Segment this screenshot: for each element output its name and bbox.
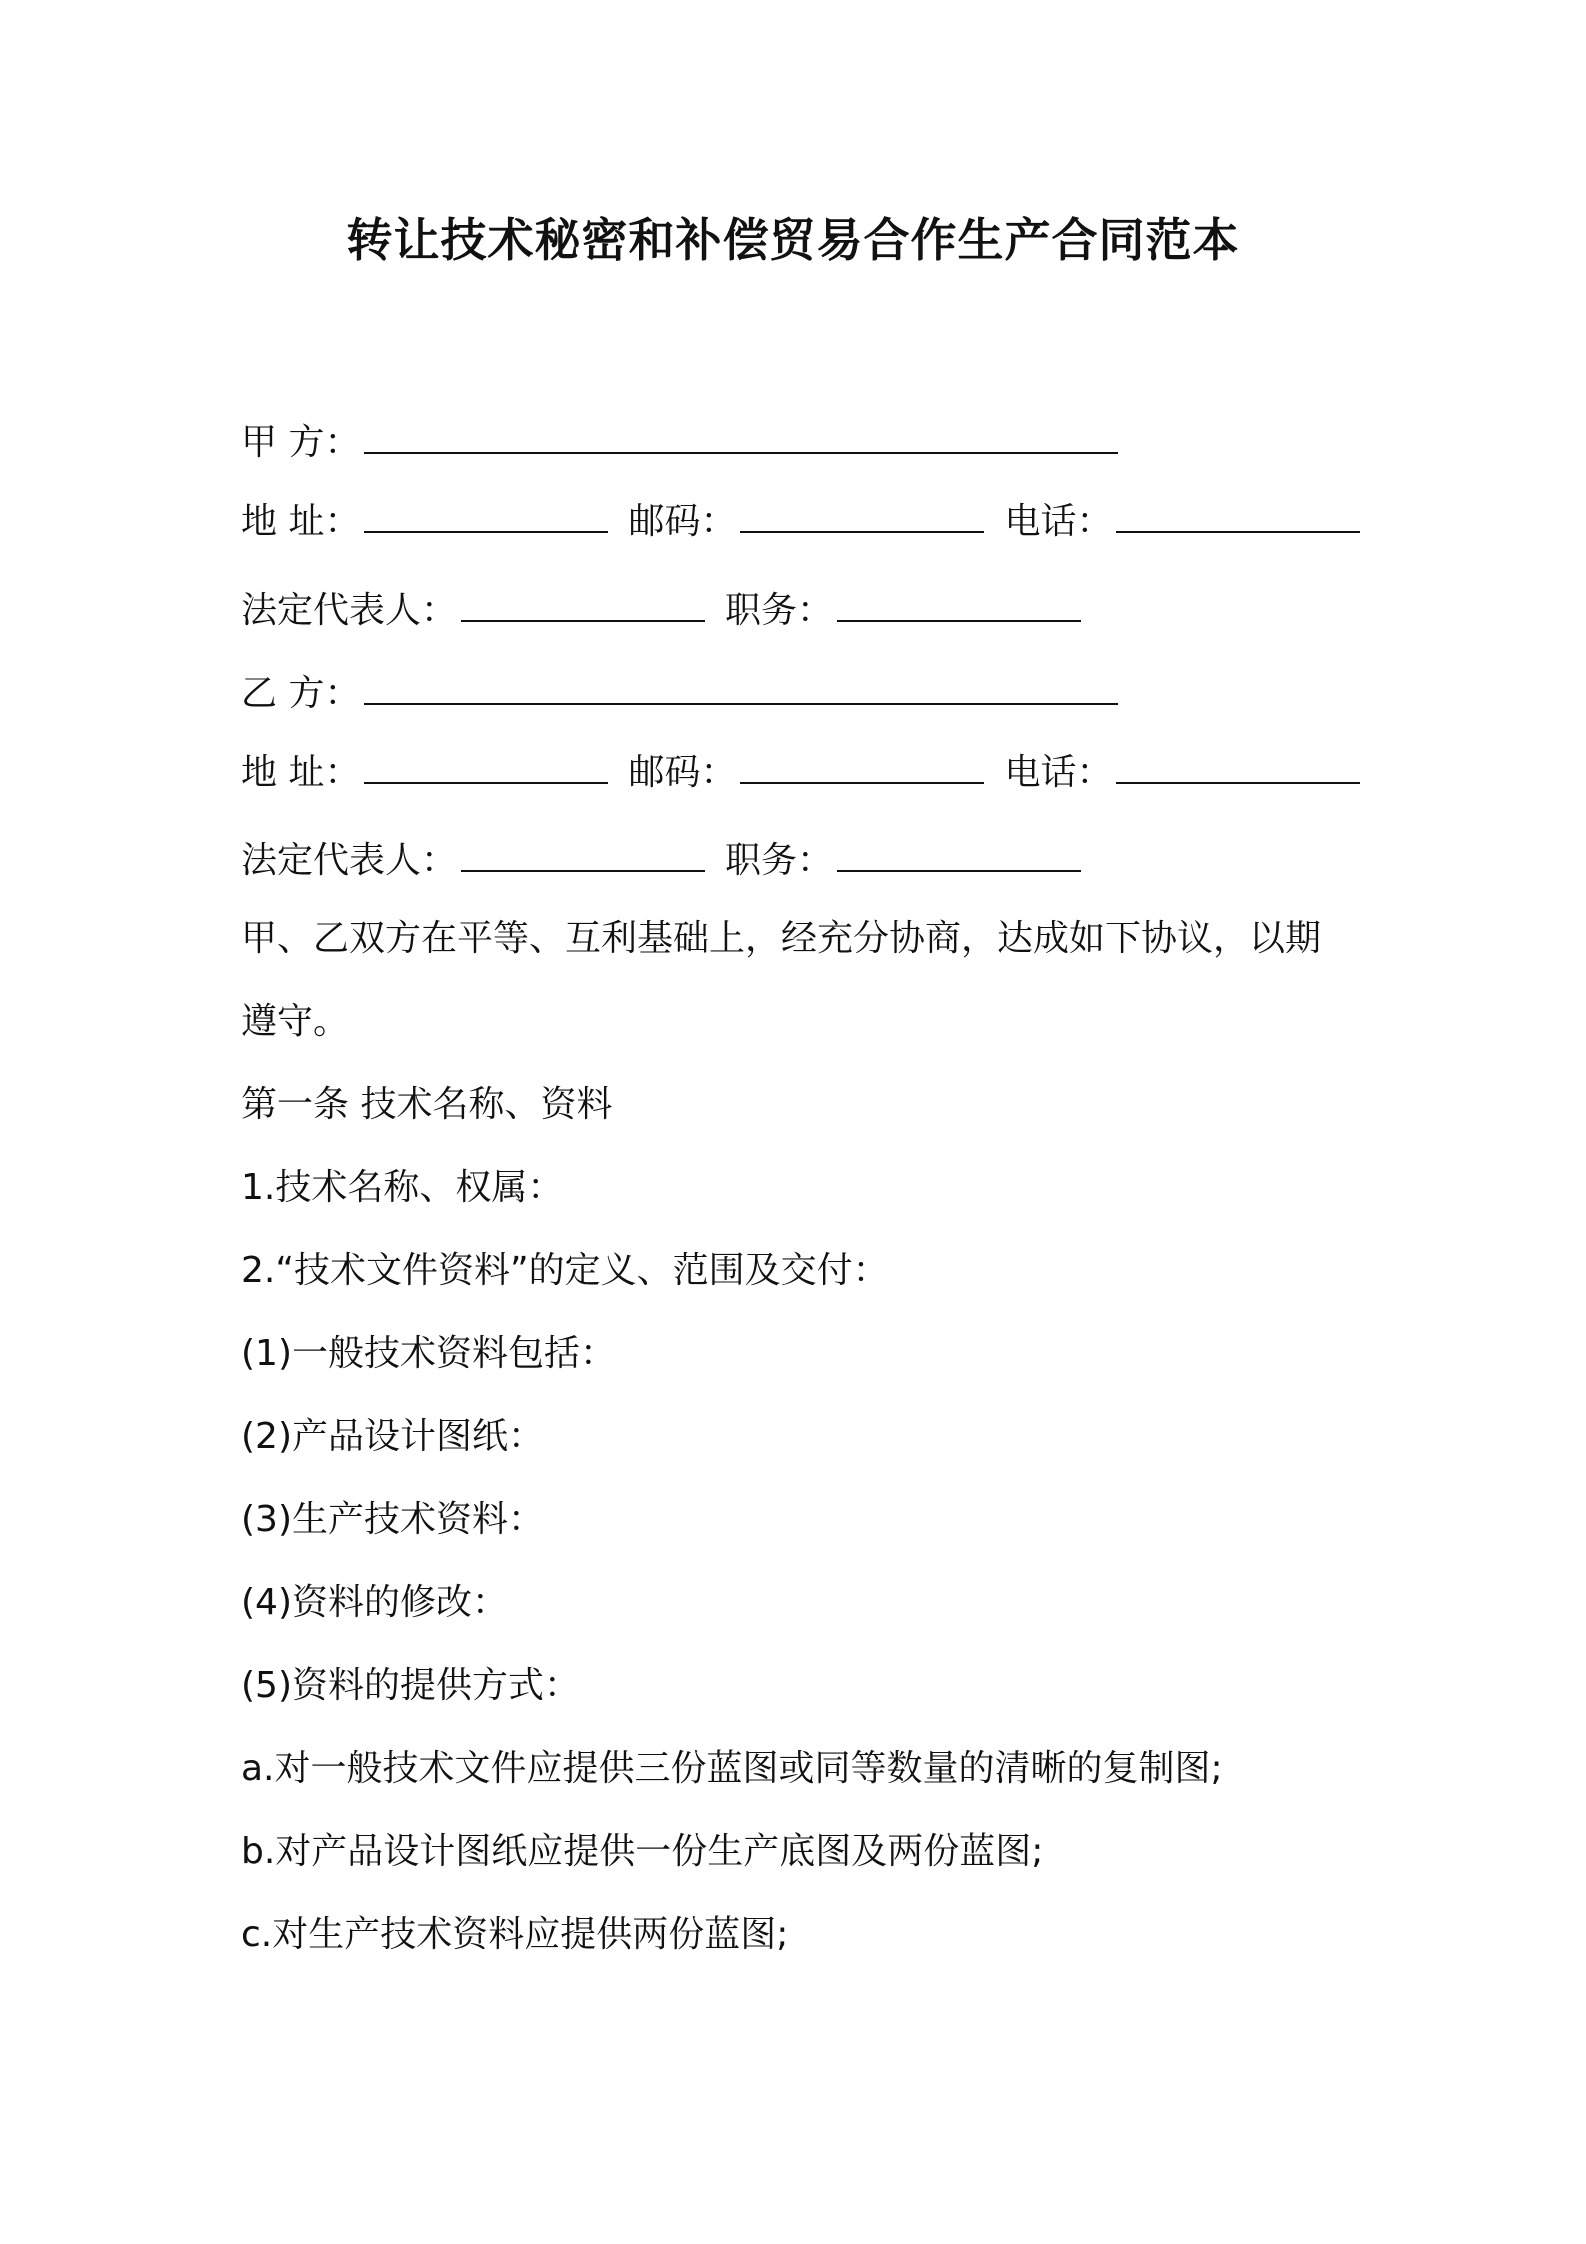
intro-line-2: 遵守。 [241, 1001, 350, 1042]
party-a-phone-blank[interactable] [1116, 497, 1360, 533]
party-b-phone-label: 电话： [1004, 752, 1113, 793]
sub-item-3: (3)生产技术资料： [241, 1499, 544, 1540]
party-b-phone-blank[interactable] [1116, 748, 1360, 784]
party-b-address-blank[interactable] [364, 748, 608, 784]
party-a-name-label: 甲 方： [241, 422, 361, 463]
item-1: 1.技术名称、权属： [241, 1167, 564, 1208]
article-1-heading: 第一条 技术名称、资料 [241, 1084, 613, 1125]
party-a-contact-row [241, 497, 1360, 546]
party-a-rep-row [241, 586, 1081, 635]
party-a-address-label: 地 址： [241, 501, 361, 542]
party-a-position-blank[interactable] [837, 586, 1081, 622]
party-a-postcode-blank[interactable] [740, 497, 984, 533]
party-b-contact-row [241, 748, 1360, 797]
party-a-position-label: 职务： [725, 590, 834, 631]
item-2: 2.“技术文件资料”的定义、范围及交付： [241, 1250, 889, 1291]
clause-b: b.对产品设计图纸应提供一份生产底图及两份蓝图; [241, 1831, 1044, 1872]
sub-item-4: (4)资料的修改： [241, 1582, 508, 1623]
party-a-name-row [241, 418, 1118, 467]
sub-item-5: (5)资料的提供方式： [241, 1665, 580, 1706]
party-b-address-label: 地 址： [241, 752, 361, 793]
party-b-position-label: 职务： [725, 840, 834, 881]
party-b-name-label: 乙 方： [241, 673, 361, 714]
party-a-address-blank[interactable] [364, 497, 608, 533]
party-a-rep-label: 法定代表人： [241, 590, 458, 631]
intro-line-1: 甲、乙双方在平等、互利基础上，经充分协商，达成如下协议，以期 [241, 918, 1322, 959]
party-b-name-row [241, 669, 1118, 718]
party-b-postcode-blank[interactable] [740, 748, 984, 784]
sub-item-2: (2)产品设计图纸： [241, 1416, 544, 1457]
party-b-position-blank[interactable] [837, 836, 1081, 872]
party-b-rep-label: 法定代表人： [241, 840, 458, 881]
party-b-name-blank[interactable] [364, 669, 1118, 705]
document-title: 转让技术秘密和补偿贸易合作生产合同范本 [346, 213, 1240, 267]
sub-item-1: (1)一般技术资料包括： [241, 1333, 616, 1374]
party-a-postcode-label: 邮码： [628, 501, 737, 542]
party-b-postcode-label: 邮码： [628, 752, 737, 793]
party-a-rep-blank[interactable] [461, 586, 705, 622]
party-a-name-blank[interactable] [364, 418, 1118, 454]
party-a-phone-label: 电话： [1004, 501, 1113, 542]
clause-c: c.对生产技术资料应提供两份蓝图; [241, 1914, 789, 1955]
clause-a: a.对一般技术文件应提供三份蓝图或同等数量的清晰的复制图; [241, 1748, 1223, 1789]
party-b-rep-row [241, 836, 1081, 885]
party-b-rep-blank[interactable] [461, 836, 705, 872]
